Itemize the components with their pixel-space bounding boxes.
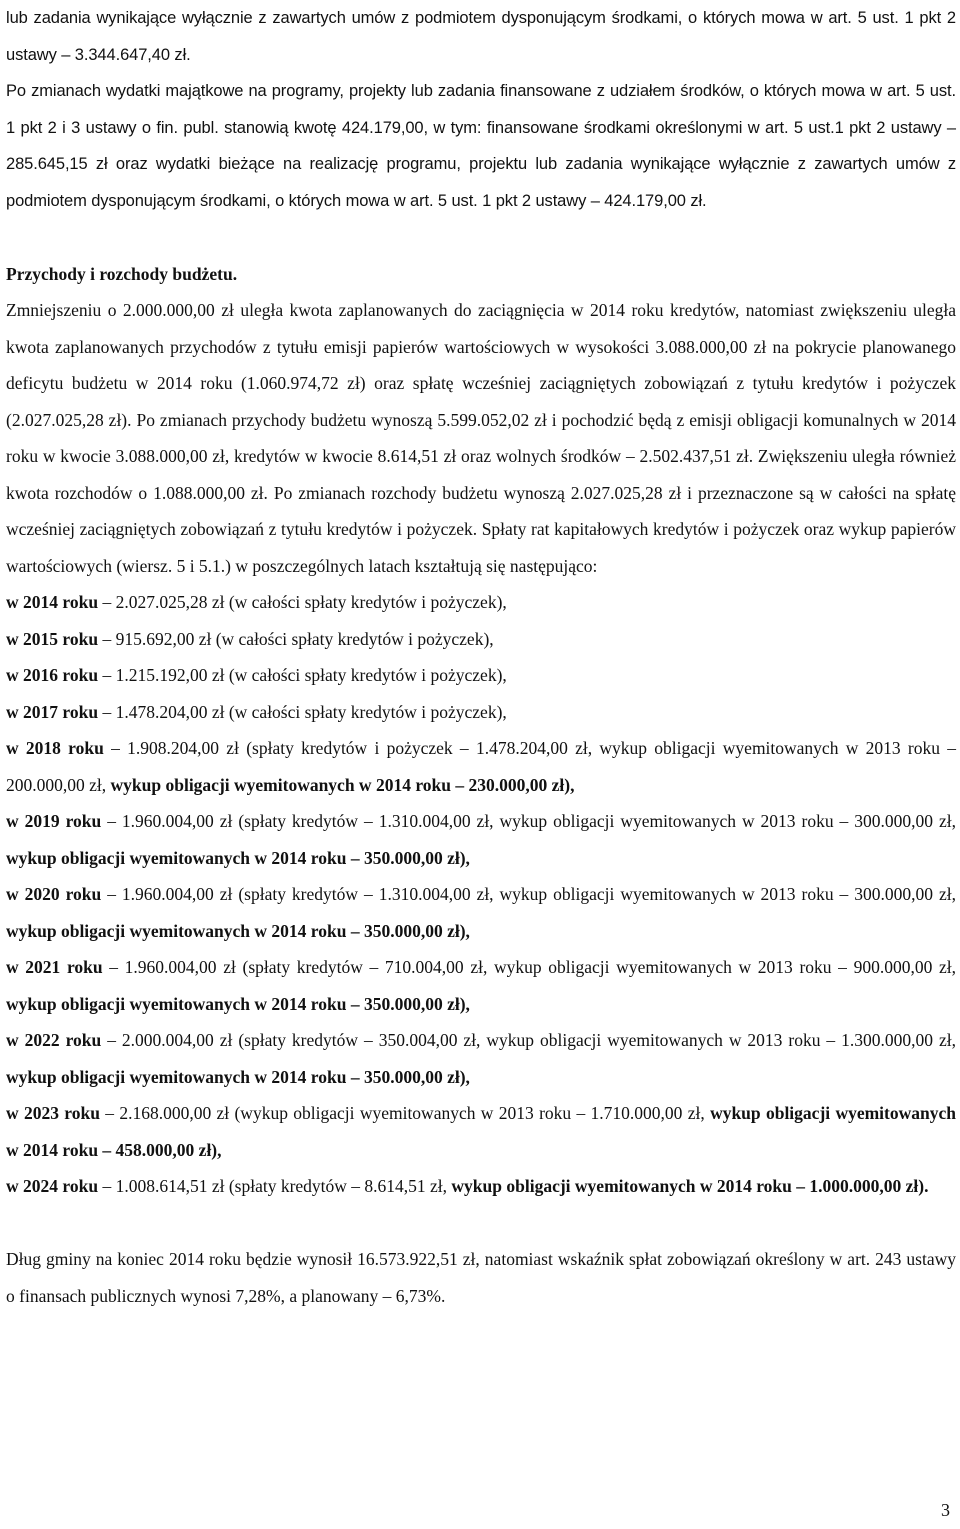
year-label: w 2021 roku (6, 957, 103, 977)
year-text: – 2.000.004,00 zł (spłaty kredytów – 350.004,00 zł, wykup obligacji wyemitowanych w 2013 roku – 1.300.000,00 zł, (101, 1030, 956, 1050)
section-body: Zmniejszeniu o 2.000.000,00 zł uległa kwota zaplanowanych do zaciągnięcia w 2014 roku kredytów, natomiast zwiększeniu uległa kwota zaplanowanych przychodów z tytułu emisji papierów wartościowych w wysokości 3.088.000,00 zł na pokrycie planowanego deficytu budżetu w 2014 roku (1.060.974,72 zł) oraz spłatę wcześniej zaciągniętych zobowiązań z tytułu kredytów i pożyczek (2.027.025,28 zł). Po zmianach przychody budżetu wynoszą 5.599.052,02 zł i pochodzić będą z emisji obligacji komunalnych w 2014 roku w kwocie 3.088.000,00 zł, kredytów w kwocie 8.614,51 zł oraz wolnych środków – 2.502.437,51 zł. Zwiększeniu uległa również kwota rozchodów o 1.088.000,00 zł. Po zmianach rozchody budżetu wynoszą 2.027.025,28 zł i przeznaczone są w całości na spłatę wcześniej zaciągniętych zobowiązań z tytułu kredytów i pożyczek. Spłaty rat kapitałowych kredytów i pożyczek oraz wykup papierów wartościowych (wiersz. 5 i 5.1.) w poszczególnych latach kształtują się następująco: (6, 300, 956, 576)
year-label: w 2022 roku (6, 1030, 102, 1050)
list-item (6, 1168, 956, 1205)
list-item (6, 584, 956, 621)
year-text: – 2.027.025,28 zł (w całości spłaty kredytów i pożyczek), (98, 592, 507, 612)
year-text: – 1.008.614,51 zł (spłaty kredytów – 8.614,51 zł, (98, 1176, 452, 1196)
year-label: w 2015 roku (6, 628, 99, 649)
year-label: w 2017 roku (6, 701, 99, 722)
intro-paragraph-2: Po zmianach wydatki majątkowe na programy, projekty lub zadania finansowane z udziałem środków, o których mowa w art. 5 ust. 1 pkt 2 i 3 ustawy o fin. publ. stanowią kwotę 424.179,00, w tym: finansowane środkami określonymi w art. 5 ust.1 pkt 2 ustawy – 285.645,15 zł oraz wydatki bieżące na realizację programu, projektu lub zadania wynikające wyłącznie z zawartych umów z podmiotem dysponującym środkami, o których mowa w art. 5 ust. 1 pkt 2 ustawy – 424.179,00 zł. (6, 82, 956, 210)
year-label: w 2024 roku (6, 1176, 99, 1196)
list-item (6, 657, 956, 694)
year-label: w 2019 roku (6, 811, 102, 831)
year-text: – 2.168.000,00 zł (wykup obligacji wyemitowanych w 2013 roku – 1.710.000,00 zł, (99, 1103, 711, 1123)
year-text: – 915.692,00 zł (w całości spłaty kredytów i pożyczek), (98, 628, 494, 649)
year-label: w 2014 roku (6, 592, 99, 612)
list-item (6, 1095, 956, 1168)
closing-paragraph: Dług gminy na koniec 2014 roku będzie wynosił 16.573.922,51 zł, natomiast wskaźnik spłat zobowiązań określony w art. 243 ustawy o finansach publicznych wynosi 7,28%, a planowany – 6,73%. (6, 1249, 956, 1306)
spacer (6, 1205, 956, 1242)
year-text: – 1.908.204,00 zł (spłaty kredytów i pożyczek – 1.478.204,00 zł, wykup obligacji wyemitowanych w 2013 roku – 200.000,00 zł, (6, 738, 956, 795)
year-label: w 2023 roku (6, 1103, 100, 1123)
intro-paragraph-1: lub zadania wynikające wyłącznie z zawartych umów z podmiotem dysponującym środkami, o których mowa w art. 5 ust. 1 pkt 2 ustawy – 3.344.647,40 zł. (6, 9, 956, 64)
list-item (6, 730, 956, 803)
list-item (6, 621, 956, 658)
section-heading: Przychody i rozchody budżetu. (6, 263, 238, 284)
year-label: w 2018 roku (6, 738, 104, 758)
spacer (6, 219, 956, 256)
year-text: – 1.960.004,00 zł (spłaty kredytów – 1.310.004,00 zł, wykup obligacji wyemitowanych w 2013 roku – 300.000,00 zł, (101, 884, 956, 904)
year-text: – 1.960.004,00 zł (spłaty kredytów – 710.004,00 zł, wykup obligacji wyemitowanych w 2013 roku – 900.000,00 zł, (102, 957, 956, 977)
year-label: w 2020 roku (6, 884, 102, 904)
year-bold-tail: wykup obligacji wyemitowanych w 2014 roku – 350.000,00 zł), (6, 920, 470, 941)
year-bold-tail: wykup obligacji wyemitowanych w 2014 roku – 350.000,00 zł), (6, 847, 470, 868)
list-item (6, 694, 956, 731)
document-page (6, 0, 956, 1314)
year-text: – 1.478.204,00 zł (w całości spłaty kredytów i pożyczek), (98, 701, 507, 722)
list-item (6, 1022, 956, 1095)
year-bold-tail: wykup obligacji wyemitowanych w 2014 roku – 230.000,00 zł), (110, 774, 575, 795)
list-item (6, 876, 956, 949)
list-item (6, 803, 956, 876)
year-bold-tail: wykup obligacji wyemitowanych w 2014 roku – 1.000.000,00 zł). (451, 1176, 929, 1196)
page-number: 3 (941, 1500, 950, 1520)
year-bold-tail: wykup obligacji wyemitowanych w 2014 roku – 350.000,00 zł), (6, 993, 470, 1014)
year-label: w 2016 roku (6, 665, 99, 685)
year-bold-tail: wykup obligacji wyemitowanych w 2014 roku – 350.000,00 zł), (6, 1066, 470, 1087)
year-text: – 1.960.004,00 zł (spłaty kredytów – 1.310.004,00 zł, wykup obligacji wyemitowanych w 2013 roku – 300.000,00 zł, (101, 811, 956, 831)
year-text: – 1.215.192,00 zł (w całości spłaty kredytów i pożyczek), (98, 665, 507, 685)
list-item (6, 949, 956, 1022)
repayment-schedule-list (6, 584, 956, 1205)
year-bold-tail: wykup obligacji wyemitowanych w 2014 roku – 458.000,00 zł), (6, 1103, 956, 1160)
